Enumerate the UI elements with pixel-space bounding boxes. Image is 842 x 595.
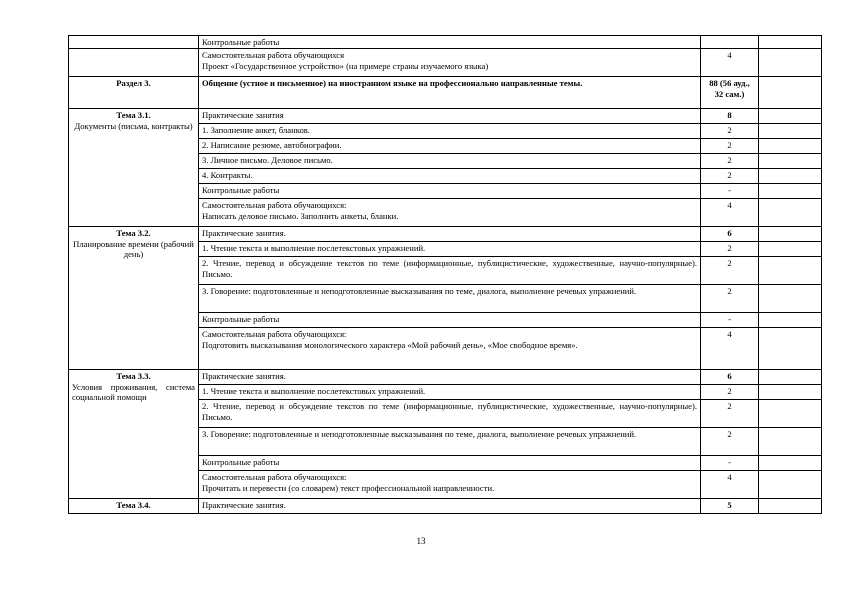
level-cell bbox=[759, 184, 822, 199]
content-text: Написать деловое письмо. Заполнить анкеты, бланки. bbox=[202, 210, 399, 221]
hours-cell: 8 bbox=[701, 109, 759, 124]
content-text: 3. Личное письмо. Деловое письмо. bbox=[202, 155, 333, 165]
hours-cell: 2 bbox=[701, 285, 759, 313]
content-text: 1. Чтение текста и выполнение послетекстовых упражнений. bbox=[202, 386, 426, 396]
level-cell bbox=[759, 199, 822, 227]
content-cell bbox=[199, 199, 701, 227]
content-cell bbox=[199, 36, 701, 49]
curriculum-table bbox=[68, 35, 822, 514]
table-row bbox=[69, 36, 822, 49]
level-cell bbox=[759, 227, 822, 242]
content-text: Проект «Государственное устройство» (на примере страны изучаемого языка) bbox=[202, 60, 489, 71]
level-cell bbox=[759, 499, 822, 514]
hours-cell: 2 bbox=[701, 169, 759, 184]
content-text: Прочитать и перевести (со словарем) текст профессиональной направленности. bbox=[202, 482, 495, 493]
content-cell bbox=[199, 154, 701, 169]
level-cell bbox=[759, 36, 822, 49]
content-text: Контрольные работы bbox=[202, 457, 280, 467]
level-cell bbox=[759, 456, 822, 471]
level-cell bbox=[759, 328, 822, 370]
content-text: Контрольные работы bbox=[202, 37, 280, 47]
topic-title: Тема 3.4. bbox=[69, 499, 199, 514]
level-cell bbox=[759, 77, 822, 109]
level-cell bbox=[759, 154, 822, 169]
content-cell bbox=[199, 139, 701, 154]
hours-cell: 2 bbox=[701, 124, 759, 139]
content-text: Самостоятельная работа обучающихся: bbox=[202, 329, 347, 339]
content-cell bbox=[199, 400, 701, 428]
topic-cell bbox=[69, 109, 199, 227]
content-text: 3. Говорение: подготовленные и неподготовленные высказывания по теме, диалога, выполнение речевых упражнений. bbox=[202, 286, 637, 296]
level-cell bbox=[759, 49, 822, 77]
content-cell bbox=[199, 227, 701, 242]
content-text: Общение (устное и письменное) на иностранном языке на профессионально направленные темы. bbox=[202, 78, 583, 88]
hours-cell: 6 bbox=[701, 227, 759, 242]
content-cell bbox=[199, 242, 701, 257]
hours-cell: 2 bbox=[701, 154, 759, 169]
hours-cell: 4 bbox=[701, 328, 759, 370]
content-text: Практические занятия bbox=[202, 110, 284, 120]
content-text: 1. Заполнение анкет, бланков. bbox=[202, 125, 310, 135]
topic-cell bbox=[69, 370, 199, 499]
level-cell bbox=[759, 109, 822, 124]
level-cell bbox=[759, 400, 822, 428]
hours-cell: 2 bbox=[701, 139, 759, 154]
content-cell bbox=[199, 456, 701, 471]
hours-cell: 5 bbox=[701, 499, 759, 514]
content-cell bbox=[199, 328, 701, 370]
content-cell bbox=[199, 257, 701, 285]
content-text: Самостоятельная работа обучающихся: bbox=[202, 472, 347, 482]
content-text: Практические занятия. bbox=[202, 228, 286, 238]
content-text: Контрольные работы bbox=[202, 185, 280, 195]
content-cell bbox=[199, 184, 701, 199]
content-cell bbox=[199, 169, 701, 184]
topic-name: Документы (письма, контракты) bbox=[74, 120, 193, 131]
content-text: 3. Говорение: подготовленные и неподготовленные высказывания по теме, диалога, выполнение речевых упражнений. bbox=[202, 429, 637, 439]
content-text: 2. Чтение, перевод и обсуждение текстов по теме (информационные, публицистические, художественные, научно-популярные). Письмо. bbox=[202, 401, 697, 422]
hours-cell: 4 bbox=[701, 199, 759, 227]
level-cell bbox=[759, 139, 822, 154]
content-text: 1. Чтение текста и выполнение послетекстовых упражнений. bbox=[202, 243, 426, 253]
level-cell bbox=[759, 471, 822, 499]
topic-name: Условия проживания, система социальной помощи bbox=[72, 381, 195, 403]
section-title: Раздел 3. bbox=[69, 77, 199, 109]
content-cell bbox=[199, 385, 701, 400]
topic-title: Тема 3.3. bbox=[116, 371, 151, 381]
level-cell bbox=[759, 169, 822, 184]
hours-cell: 2 bbox=[701, 242, 759, 257]
level-cell bbox=[759, 124, 822, 139]
topic-cell bbox=[69, 227, 199, 370]
content-cell bbox=[199, 471, 701, 499]
level-cell bbox=[759, 428, 822, 456]
table-row bbox=[69, 499, 822, 514]
hours-cell: 2 bbox=[701, 428, 759, 456]
hours-cell: - bbox=[701, 313, 759, 328]
content-text: Самостоятельная работа обучающихся bbox=[202, 50, 345, 60]
section-description bbox=[199, 77, 701, 109]
content-text: Подготовить высказывания монологического характера «Мой рабочий день», «Мое свободное время». bbox=[202, 339, 578, 350]
hours-cell: - bbox=[701, 456, 759, 471]
hours-cell: 6 bbox=[701, 370, 759, 385]
level-cell bbox=[759, 385, 822, 400]
table-row bbox=[69, 49, 822, 77]
content-cell bbox=[199, 313, 701, 328]
content-text: Практические занятия. bbox=[202, 371, 286, 381]
hours-cell: 4 bbox=[701, 471, 759, 499]
content-cell bbox=[199, 109, 701, 124]
content-text: 2. Написание резюме, автобиографии. bbox=[202, 140, 342, 150]
content-text: Самостоятельная работа обучающихся: bbox=[202, 200, 347, 210]
table-row bbox=[69, 109, 822, 124]
hours-cell: 2 bbox=[701, 257, 759, 285]
table-row bbox=[69, 77, 822, 109]
topic-title: Тема 3.2. bbox=[116, 228, 151, 238]
content-text: 4. Контракты. bbox=[202, 170, 253, 180]
content-cell bbox=[199, 499, 701, 514]
table-row bbox=[69, 227, 822, 242]
level-cell bbox=[759, 313, 822, 328]
hours-cell: 2 bbox=[701, 385, 759, 400]
content-cell bbox=[199, 49, 701, 77]
hours-cell bbox=[701, 36, 759, 49]
hours-cell: 4 bbox=[701, 49, 759, 77]
content-cell bbox=[199, 285, 701, 313]
content-text: Практические занятия. bbox=[202, 500, 286, 510]
level-cell bbox=[759, 285, 822, 313]
hours-cell: - bbox=[701, 184, 759, 199]
topic-name: Планирование времени (рабочий день) bbox=[73, 238, 194, 260]
page-number: 13 bbox=[416, 536, 426, 546]
content-cell bbox=[199, 124, 701, 139]
level-cell bbox=[759, 242, 822, 257]
content-cell bbox=[199, 370, 701, 385]
hours-cell: 2 bbox=[701, 400, 759, 428]
table-row bbox=[69, 370, 822, 385]
level-cell bbox=[759, 370, 822, 385]
content-cell bbox=[199, 428, 701, 456]
topic-title: Тема 3.1. bbox=[116, 110, 151, 120]
section-cell bbox=[69, 49, 199, 77]
content-text: Контрольные работы bbox=[202, 314, 280, 324]
level-cell bbox=[759, 257, 822, 285]
section-cell bbox=[69, 36, 199, 49]
hours-cell: 88 (56 ауд., 32 сам.) bbox=[701, 77, 759, 109]
content-text: 2. Чтение, перевод и обсуждение текстов по теме (информационные, публицистические, художественные, научно-популярные). Письмо. bbox=[202, 258, 697, 279]
